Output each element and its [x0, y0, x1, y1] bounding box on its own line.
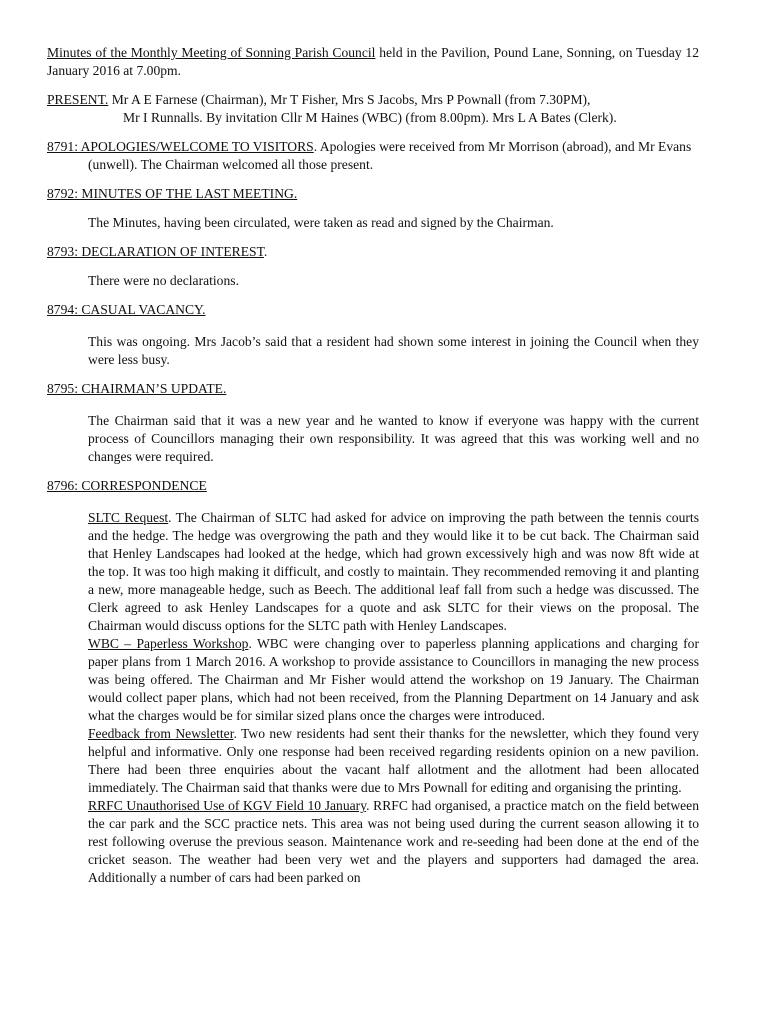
correspondence-item-title: WBC – Paperless Workshop	[88, 636, 249, 651]
section-8794-heading-text: 8794: CASUAL VACANCY.	[47, 302, 206, 317]
section-8793-text: There were no declarations.	[88, 273, 239, 288]
section-8794-heading	[47, 301, 699, 319]
correspondence-item-title: Feedback from Newsletter	[88, 726, 234, 741]
correspondence-item	[88, 509, 699, 635]
correspondence-list	[47, 509, 699, 887]
section-8794-text: This was ongoing. Mrs Jacob’s said that a resident had shown some interest in joining the Council when they were less busy.	[88, 334, 699, 367]
correspondence-item-title: SLTC Request	[88, 510, 169, 525]
section-8796-heading	[47, 477, 699, 495]
present-block	[47, 91, 699, 127]
section-8793-heading-tail: .	[263, 244, 268, 259]
correspondence-item	[88, 635, 699, 725]
correspondence-item	[88, 725, 699, 797]
correspondence-item-text: . RRFC had organised, a practice match on the field between the car park and the SCC practice nets. This area was not being used during the current season allowing it to rest following overuse the previous season. Maintenance work and re-seeding had been done at the end of the cricket season. The weather had been very wet and the players and supporters had damaged the area. Additionally a number of cars had been parked on	[88, 798, 699, 885]
correspondence-item	[88, 797, 699, 887]
section-8796-heading-text: 8796: CORRESPONDENCE	[47, 478, 207, 493]
section-8791-text: . Apologies were received from Mr Morrison (abroad), and Mr Evans (unwell). The Chairman welcomed all those present.	[88, 139, 692, 172]
section-8791-heading: 8791: APOLOGIES/WELCOME TO VISITORS	[47, 139, 314, 154]
present-line-2: Mr I Runnalls. By invitation Cllr M Haines (WBC) (from 8.00pm). Mrs L A Bates (Clerk).	[123, 110, 617, 125]
section-8792-heading-text: 8792: MINUTES OF THE LAST MEETING.	[47, 186, 298, 201]
section-8795-heading	[47, 380, 699, 398]
correspondence-item-text: . WBC were changing over to paperless planning applications and charging for paper plans from 1 March 2016. A workshop to provide assistance to Councillors in managing the new process was being offered. The Chairman and Mr Fisher would attend the workshop on 19 January. The Chairman would collect paper plans, which had not been received, from the Planning Department on 14 January and ask what the charges would be for similar sized plans once the charges were introduced.	[88, 636, 699, 723]
minutes-page	[47, 44, 699, 887]
section-8792-heading	[47, 185, 699, 203]
correspondence-item-text: . Two new residents had sent their thanks for the newsletter, which they found very helpful and informative. Only one response had been received regarding residents opinion on a new pavilion. There had been three enquiries about the vacant half allotment and the allotment had been allocated immediately. The Chairman said that thanks were due to Mrs Pownall for editing and organising the printing.	[88, 726, 699, 795]
present-line-1: Mr A E Farnese (Chairman), Mr T Fisher, Mrs S Jacobs, Mrs P Pownall (from 7.30PM),	[108, 92, 591, 107]
intro-paragraph	[47, 44, 699, 80]
present-label: PRESENT.	[47, 92, 109, 107]
section-8791	[47, 138, 699, 174]
section-8793-heading	[47, 243, 699, 261]
section-8795-text: The Chairman said that it was a new year and he wanted to know if everyone was happy with the current process of Councillors managing their own responsibility. It was agreed that this was working well and no changes were required.	[88, 413, 699, 464]
intro-text: held in the Pavilion, Pound Lane, Sonning, on Tuesday 12 January 2016 at 7.00pm.	[47, 45, 699, 78]
document-title: Minutes of the Monthly Meeting of Sonning Parish Council	[47, 45, 376, 60]
correspondence-item-text: . The Chairman of SLTC had asked for advice on improving the path between the tennis courts and the hedge. The hedge was overgrowing the path and they would like it to be cut back. The Chairman said that Henley Landscapes had looked at the hedge, which had grown excessively high and was now 8ft wide at the top. It was too high making it difficult, and costly to maintain. They recommended removing it and planting a new, more manageable hedge, such as Beech. The additional leaf fall from such a hedge was discussed. The Clerk agreed to ask Henley Landscapes for a quote and ask SLTC for their views on the proposal. The Chairman would discuss options for the SLTC path with Henley Landscapes.	[88, 510, 699, 633]
correspondence-item-title: RRFC Unauthorised Use of KGV Field 10 January	[88, 798, 367, 813]
section-8793-heading-text: 8793: DECLARATION OF INTEREST	[47, 244, 264, 259]
section-8795-heading-text: 8795: CHAIRMAN’S UPDATE.	[47, 381, 227, 396]
section-8792-text: The Minutes, having been circulated, were taken as read and signed by the Chairman.	[88, 215, 554, 230]
